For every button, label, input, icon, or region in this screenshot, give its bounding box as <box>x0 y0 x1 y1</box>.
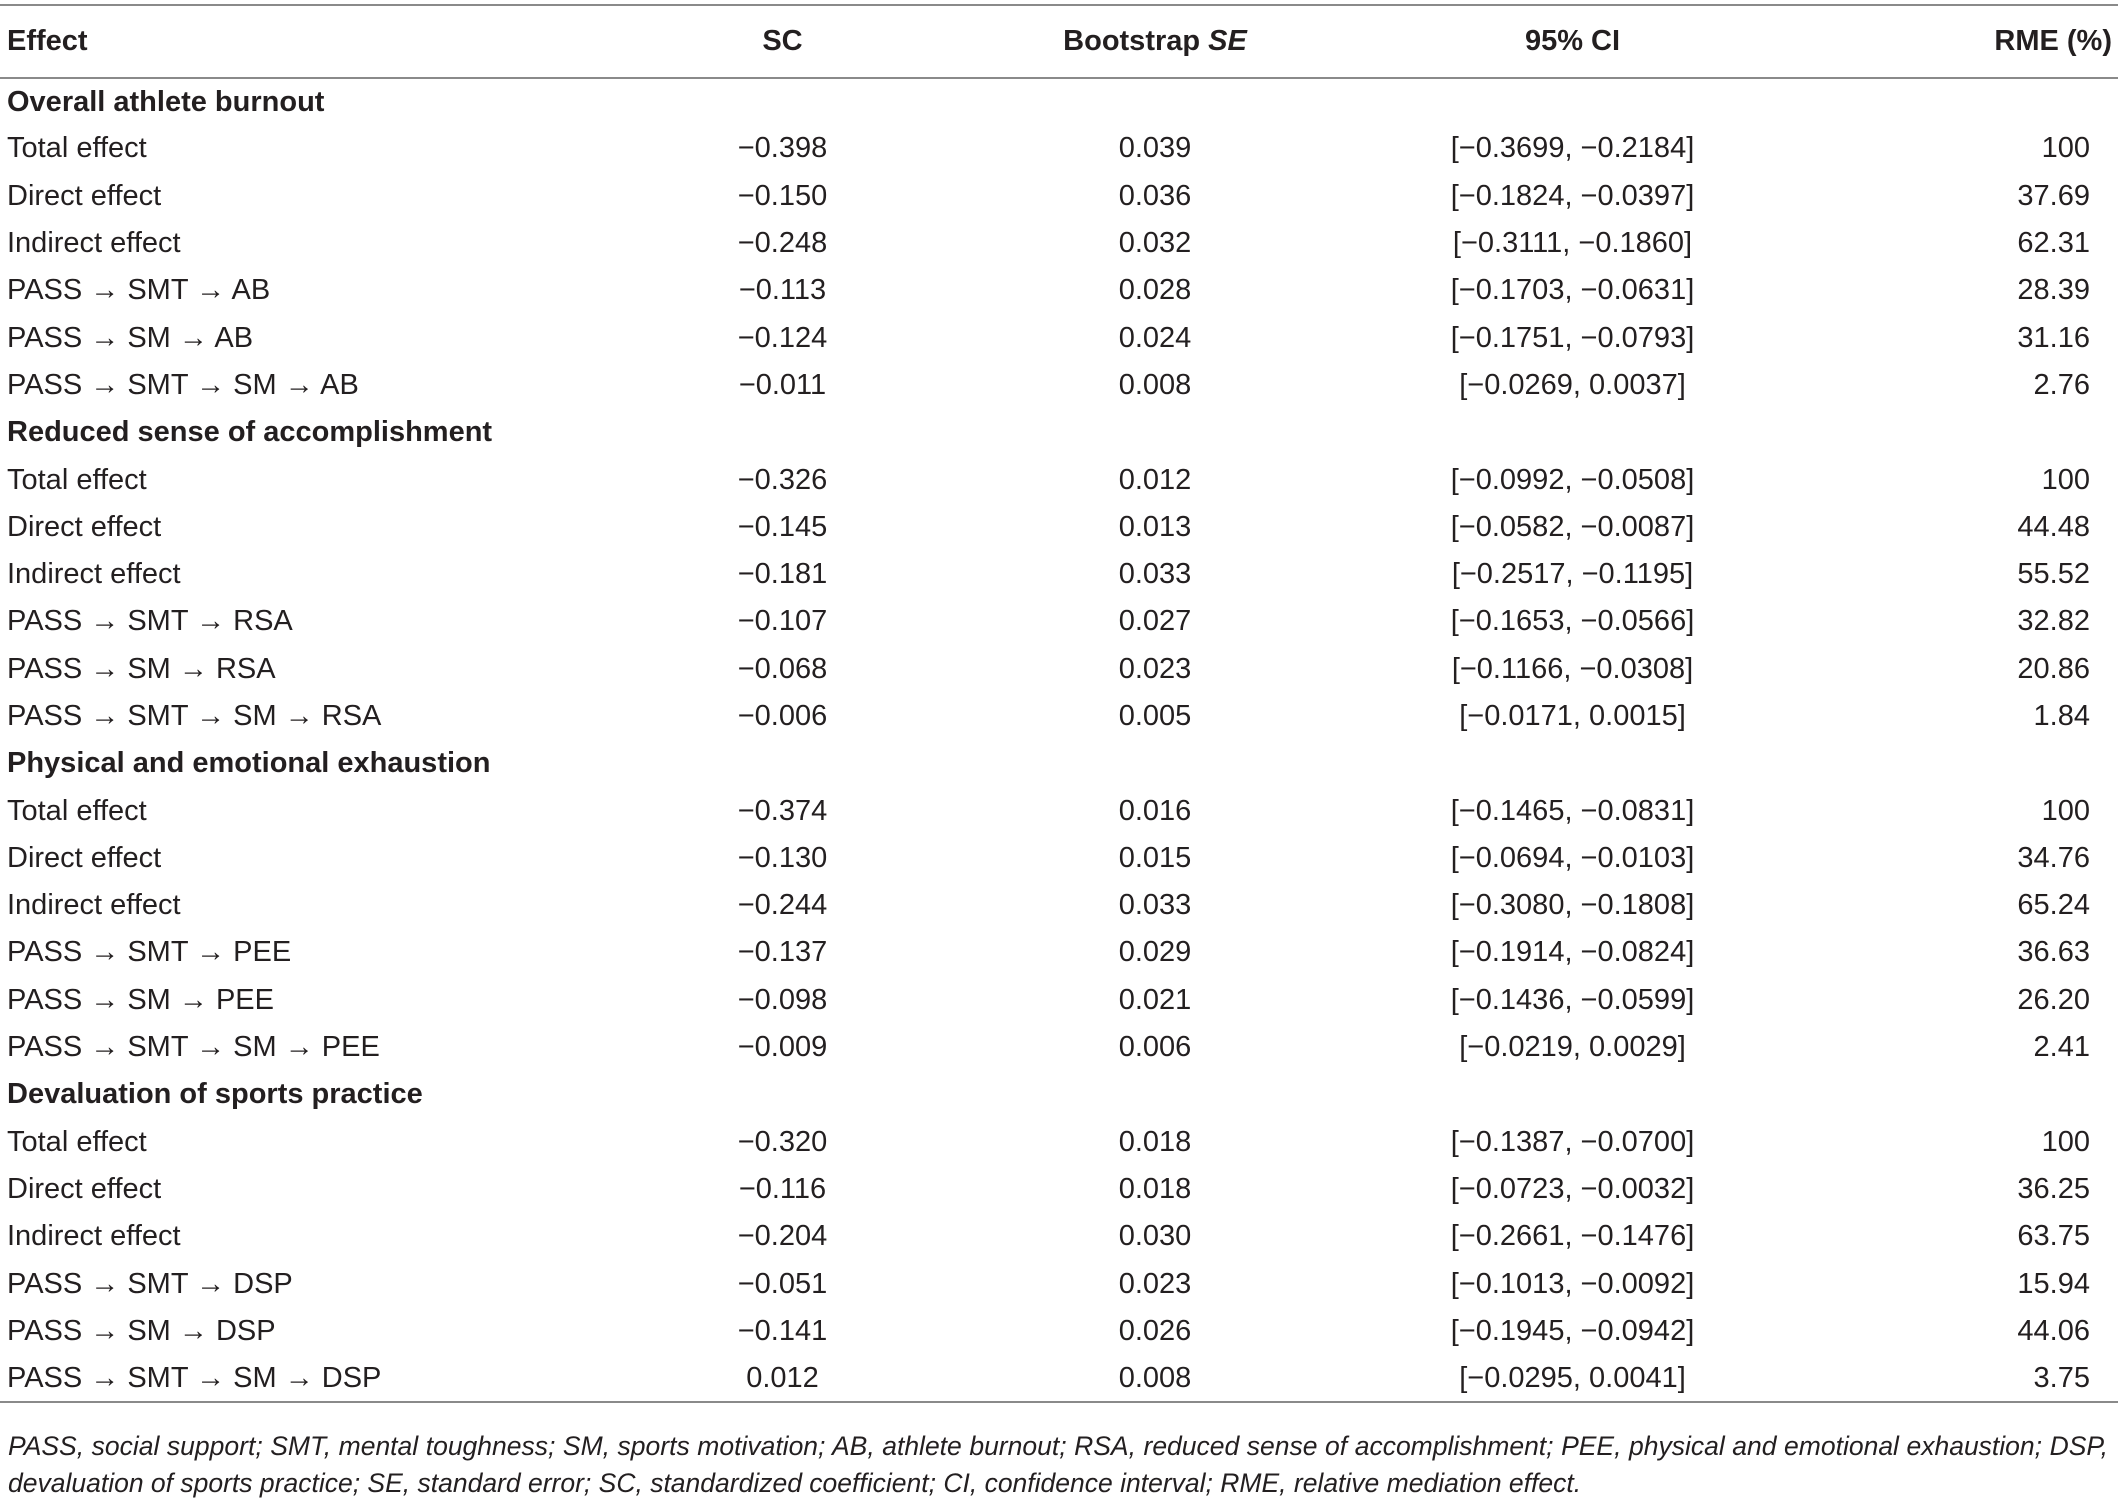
ci-cell: [−0.3080, −0.1808] <box>1450 889 1695 922</box>
section-title: Overall athlete burnout <box>7 85 325 118</box>
table-row <box>0 882 2118 929</box>
table-row <box>0 504 2118 551</box>
sc-cell: −0.150 <box>737 179 828 212</box>
section-header-row <box>0 409 2118 456</box>
effect-cell: PASS → SMT → SM → AB <box>7 368 359 401</box>
effect-cell: Total effect <box>7 132 147 165</box>
ci-cell: [−0.0723, −0.0032] <box>1450 1172 1695 1205</box>
ci-cell: [−0.1751, −0.0793] <box>1450 321 1695 354</box>
table-row <box>0 977 2118 1024</box>
table-row <box>0 125 2118 172</box>
header-row <box>0 5 2118 78</box>
table-row <box>0 598 2118 645</box>
table-row <box>0 1355 2118 1402</box>
rme-cell: 63.75 <box>2017 1220 2090 1253</box>
rme-cell: 37.69 <box>2017 179 2090 212</box>
sc-cell: −0.068 <box>737 652 828 685</box>
table-row <box>0 1119 2118 1166</box>
ci-cell: [−0.0219, 0.0029] <box>1459 1031 1686 1064</box>
rme-cell: 62.31 <box>2017 227 2090 260</box>
se-cell: 0.018 <box>1118 1125 1192 1158</box>
header-ci: 95% CI <box>1355 5 1790 78</box>
section-title: Physical and emotional exhaustion <box>7 747 491 780</box>
se-cell: 0.024 <box>1118 321 1192 354</box>
effect-cell: Indirect effect <box>7 889 181 922</box>
se-cell: 0.013 <box>1118 510 1192 543</box>
effect-cell: Direct effect <box>7 841 162 874</box>
table-row <box>0 314 2118 361</box>
table-row <box>0 929 2118 976</box>
effect-cell: PASS → SMT → AB <box>7 274 271 307</box>
effect-cell: Indirect effect <box>7 558 181 591</box>
ci-cell: [−0.1465, −0.0831] <box>1450 794 1695 827</box>
header-se-prefix: Bootstrap <box>1063 25 1209 57</box>
rme-cell: 28.39 <box>2017 274 2090 307</box>
ci-cell: [−0.1013, −0.0092] <box>1450 1267 1695 1300</box>
ci-cell: [−0.1387, −0.0700] <box>1450 1125 1695 1158</box>
sc-cell: −0.326 <box>737 463 828 496</box>
ci-cell: [−0.2517, −0.1195] <box>1451 558 1694 591</box>
rme-cell: 36.25 <box>2017 1172 2090 1205</box>
table-row <box>0 646 2118 693</box>
sc-cell: −0.051 <box>737 1267 828 1300</box>
ci-cell: [−0.0295, 0.0041] <box>1355 1355 1790 1402</box>
header-sc: SC <box>610 5 955 78</box>
sc-cell: −0.130 <box>737 841 828 874</box>
sc-cell: −0.204 <box>737 1220 828 1253</box>
table-row <box>0 456 2118 503</box>
sc-cell: −0.011 <box>738 368 827 401</box>
se-cell: 0.023 <box>1118 652 1192 685</box>
sc-cell: −0.098 <box>737 983 828 1016</box>
rme-cell: 100 <box>2041 1125 2090 1158</box>
ci-cell: [−0.0992, −0.0508] <box>1450 463 1695 496</box>
ci-cell: [−0.0269, 0.0037] <box>1459 368 1686 401</box>
se-cell: 0.026 <box>1118 1314 1192 1347</box>
se-cell: 0.028 <box>1118 274 1192 307</box>
sc-cell: −0.006 <box>737 700 828 732</box>
ci-cell: [−0.1824, −0.0397] <box>1450 179 1695 212</box>
rme-cell: 3.75 <box>1790 1355 2118 1402</box>
sc-cell: −0.374 <box>737 794 828 827</box>
effect-cell: Total effect <box>7 1125 147 1158</box>
header-effect: Effect <box>0 5 610 78</box>
se-cell: 0.008 <box>1118 368 1192 401</box>
sc-cell: −0.116 <box>738 1172 827 1205</box>
se-cell: 0.036 <box>1118 179 1192 212</box>
rme-cell: 32.82 <box>2017 605 2090 638</box>
effect-cell: Total effect <box>7 463 147 496</box>
sc-cell: −0.244 <box>737 889 828 922</box>
ci-cell: [−0.1914, −0.0824] <box>1450 936 1695 969</box>
ci-cell: [−0.0171, 0.0015] <box>1459 700 1686 732</box>
ci-cell: [−0.1166, −0.0308] <box>1451 652 1694 685</box>
effect-cell: PASS → SMT → PEE <box>7 936 292 969</box>
sc-cell: −0.248 <box>737 227 828 260</box>
se-cell: 0.029 <box>1118 936 1192 969</box>
table-row <box>0 693 2118 740</box>
section-header-row <box>0 78 2118 125</box>
ci-cell: [−0.1703, −0.0631] <box>1450 274 1695 307</box>
se-cell: 0.039 <box>1118 132 1192 165</box>
sc-cell: −0.124 <box>737 321 828 354</box>
sc-cell: −0.398 <box>737 132 828 165</box>
table-row <box>0 1260 2118 1307</box>
se-cell: 0.033 <box>1118 558 1192 591</box>
ci-cell: [−0.3699, −0.2184] <box>1450 132 1695 165</box>
se-cell: 0.021 <box>1118 983 1192 1016</box>
section-header-row <box>0 740 2118 787</box>
se-cell: 0.032 <box>1118 227 1192 260</box>
effect-cell: Indirect effect <box>7 1220 181 1253</box>
ci-cell: [−0.2661, −0.1476] <box>1450 1220 1695 1253</box>
effect-cell: PASS → SMT → SM → RSA <box>7 700 382 732</box>
table-header <box>0 5 2118 78</box>
sc-cell: −0.320 <box>737 1125 828 1158</box>
section-title: Devaluation of sports practice <box>7 1078 423 1111</box>
ci-cell: [−0.0582, −0.0087] <box>1450 510 1695 543</box>
ci-cell: [−0.1945, −0.0942] <box>1450 1314 1695 1347</box>
table-row <box>0 220 2118 267</box>
table-row <box>0 1213 2118 1260</box>
rme-cell: 31.16 <box>2017 321 2090 354</box>
se-cell: 0.008 <box>955 1355 1355 1402</box>
table-row <box>0 173 2118 220</box>
rme-cell: 2.76 <box>2033 368 2090 401</box>
effect-cell: PASS → SM → DSP <box>7 1314 276 1347</box>
effect-cell: Direct effect <box>7 179 162 212</box>
sc-cell: −0.181 <box>737 558 828 591</box>
effect-cell: Direct effect <box>7 510 162 543</box>
table-footnote: PASS, social support; SMT, mental toughness; SM, sports motivation; AB, athlete burnout; RSA, reduced sense of accomplishment; PEE, physical and emotional exhaustion; DSP, devaluation of sports practice; SE, standard error; SC, standardized coefficient; CI, confidence interval; RME, relative mediation effect. <box>8 1431 2108 1498</box>
rme-cell: 100 <box>2041 463 2090 496</box>
table-row <box>0 1166 2118 1213</box>
ci-cell: [−0.3111, −0.1860] <box>1452 227 1693 260</box>
ci-cell: [−0.0694, −0.0103] <box>1450 841 1695 874</box>
table-row <box>0 1024 2118 1071</box>
sc-cell: −0.107 <box>737 605 828 638</box>
rme-cell: 1.84 <box>2033 700 2090 732</box>
se-cell: 0.012 <box>1118 463 1192 496</box>
rme-cell: 65.24 <box>2017 889 2090 922</box>
rme-cell: 15.94 <box>2017 1267 2090 1300</box>
rme-cell: 44.48 <box>2017 510 2090 543</box>
effect-cell: Direct effect <box>7 1172 162 1205</box>
table-body <box>0 78 2118 1402</box>
rme-cell: 100 <box>2041 794 2090 827</box>
sc-cell: −0.137 <box>737 936 828 969</box>
effect-cell: PASS → SMT → RSA <box>7 605 293 638</box>
header-rme: RME (%) <box>1790 5 2118 78</box>
mediation-effects-table <box>0 4 2118 1403</box>
rme-cell: 55.52 <box>2017 558 2090 591</box>
effect-cell: PASS → SMT → DSP <box>7 1267 293 1300</box>
table-row <box>0 267 2118 314</box>
table-row <box>0 787 2118 834</box>
se-cell: 0.015 <box>1118 841 1192 874</box>
rme-cell: 100 <box>2041 132 2090 165</box>
sc-cell: −0.113 <box>738 274 827 307</box>
effect-cell: Indirect effect <box>7 227 181 260</box>
rme-cell: 44.06 <box>2017 1314 2090 1347</box>
se-cell: 0.027 <box>1118 605 1192 638</box>
se-cell: 0.016 <box>1118 794 1192 827</box>
effect-cell: PASS → SM → PEE <box>7 983 274 1016</box>
effect-cell: PASS → SMT → SM → PEE <box>7 1031 380 1064</box>
table-row <box>0 362 2118 409</box>
section-header-row <box>0 1071 2118 1118</box>
sc-cell: 0.012 <box>610 1355 955 1402</box>
se-cell: 0.005 <box>1118 700 1192 732</box>
rme-cell: 20.86 <box>2017 652 2090 685</box>
rme-cell: 36.63 <box>2017 936 2090 969</box>
sc-cell: −0.145 <box>737 510 828 543</box>
rme-cell: 26.20 <box>2017 983 2090 1016</box>
header-se-italic: SE <box>1208 25 1247 57</box>
effect-cell: PASS → SM → RSA <box>7 652 276 685</box>
table-row <box>0 835 2118 882</box>
effect-cell: Total effect <box>7 794 147 827</box>
table-row <box>0 1308 2118 1355</box>
rme-cell: 2.41 <box>2033 1031 2090 1064</box>
se-cell: 0.006 <box>1118 1031 1192 1064</box>
se-cell: 0.033 <box>1118 889 1192 922</box>
effect-cell: PASS → SM → AB <box>7 321 254 354</box>
sc-cell: −0.141 <box>737 1314 828 1347</box>
mediation-effects-table-container <box>0 4 2118 1403</box>
sc-cell: −0.009 <box>737 1031 828 1064</box>
header-bootstrap-se <box>955 5 1355 78</box>
rme-cell: 34.76 <box>2017 841 2090 874</box>
table-row <box>0 551 2118 598</box>
ci-cell: [−0.1653, −0.0566] <box>1450 605 1695 638</box>
se-cell: 0.030 <box>1118 1220 1192 1253</box>
effect-cell: PASS → SMT → SM → DSP <box>0 1355 610 1402</box>
ci-cell: [−0.1436, −0.0599] <box>1450 983 1695 1016</box>
se-cell: 0.018 <box>1118 1172 1192 1205</box>
section-title: Reduced sense of accomplishment <box>7 416 493 449</box>
se-cell: 0.023 <box>1118 1267 1192 1300</box>
